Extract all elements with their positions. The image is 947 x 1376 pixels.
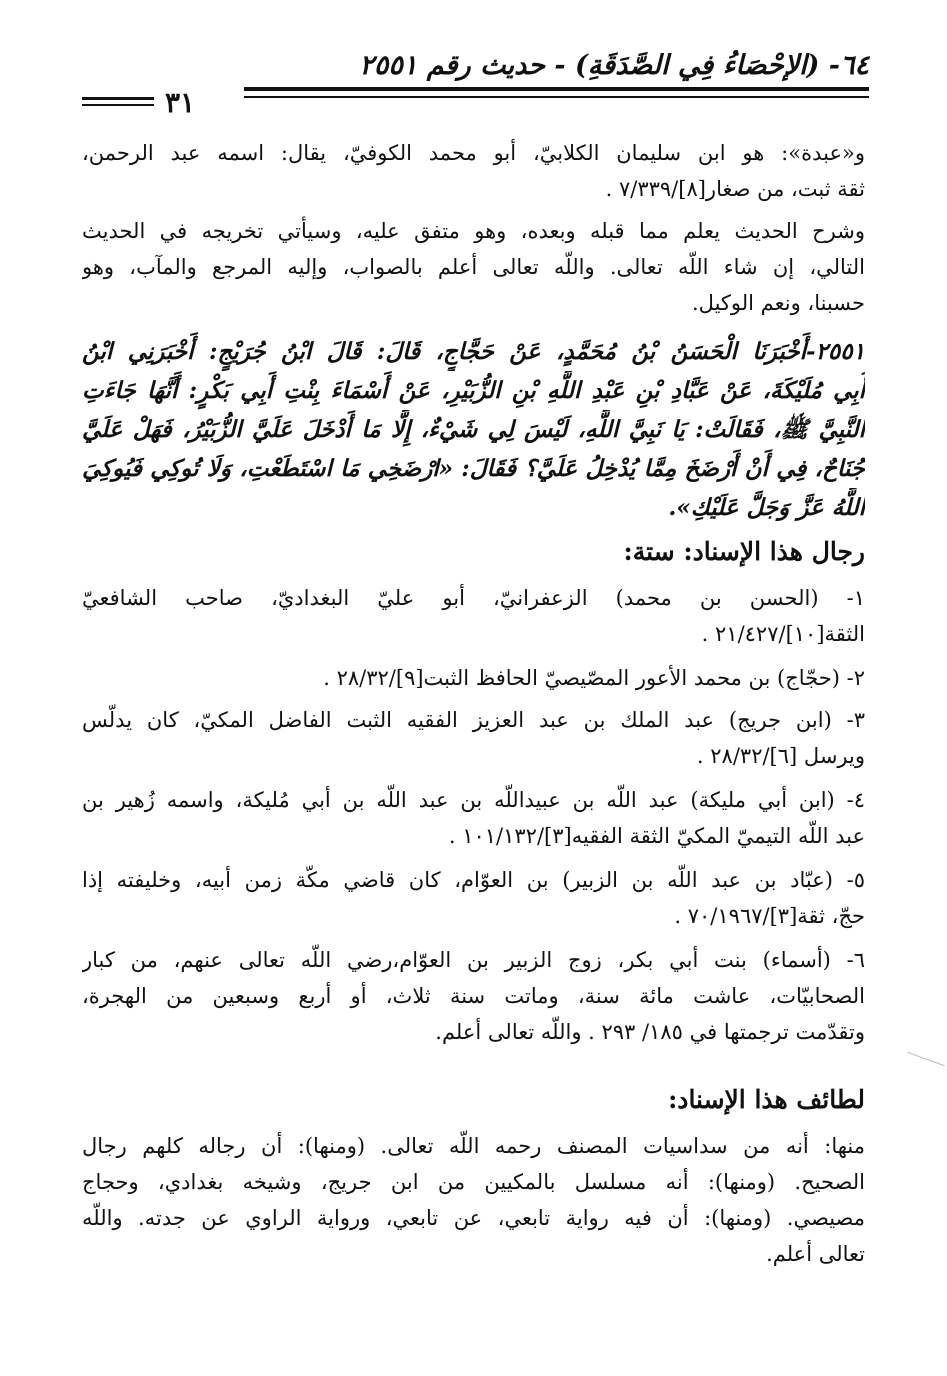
subtleties-section bbox=[82, 1082, 865, 1272]
intro-line: التالي، إن شاء اللّه تعالى. واللّه تعالى أعلم بالصواب، وإليه المرجع والمآب، وهو bbox=[82, 255, 865, 279]
narrator-entry-line: عبد اللّه التيميّ المكيّ الثقة الفقيه[٣]/١٠١/١٣٢ . bbox=[448, 824, 865, 848]
narrator-entry-line: ١- (الحسن بن محمد) الزعفرانيّ، أبو عليّ البغداديّ، صاحب الشافعيّ bbox=[82, 586, 865, 610]
hadith-line: ٢٥٥١-أَخْبَرَنَا الْحَسَنُ بْنُ مُحَمَّدٍ، عَنْ حَجَّاجٍ، قَالَ: قَالَ ابْنُ جُرَيْجٍ: أَخْبَرَنِي ابْنُ bbox=[82, 338, 865, 365]
narrator-entry-line: وتقدّمت ترجمتها في ١٨٥/ ٢٩٣ . واللّه تعالى أعلم. bbox=[435, 1020, 865, 1044]
section-heading: رجال هذا الإسناد: ستة: bbox=[623, 537, 865, 566]
narrator-entry-line: ٢- (حجّاج) بن محمد الأعور المصّيصيّ الحافظ الثبت[٩]/٢٨/٣٢ . bbox=[323, 666, 865, 690]
intro-line: و«عبدة»: هو ابن سليمان الكلابيّ، أبو محمد الكوفيّ، يقال: اسمه عبد الرحمن، bbox=[82, 141, 865, 165]
subtleties-line: مصيصي. (ومنها): أن فيه رواية تابعي، عن تابعي، ورواية الراوي عن جدته. واللّه bbox=[82, 1206, 865, 1230]
narrator-entry-line: ويرسل [٦]/٢٨/٣٢ . bbox=[696, 744, 865, 768]
intro-line: حسبنا، ونعم الوكيل. bbox=[691, 291, 865, 315]
narrators-section bbox=[82, 534, 865, 1050]
hadith-line: أَبِي مُلَيْكَةَ، عَنْ عَبَّادِ بْنِ عَبْدِ اللَّهِ بْنِ الزُّبَيْرِ، عَنْ أَسْمَاءَ بِنْتِ أَبِي بَكْرٍ: أَنَّهَا جَاءَتِ bbox=[82, 377, 865, 404]
header-rule-thick bbox=[244, 87, 869, 91]
narrator-entry-line: حجّ، ثقة[٣]/٧٠/١٩٦٧ . bbox=[674, 904, 865, 928]
header-rule-thin bbox=[244, 96, 869, 98]
narrator-entry-line: ٦- (أسماء) بنت أبي بكر، زوج الزبير بن العوّام،رضي اللّه تعالى عنهم، من كبار bbox=[82, 948, 865, 972]
narrator-entry-line: الصحابيّات، عاشت مائة سنة، وماتت سنة ثلاث، أو أربع وسبعين من الهجرة، bbox=[82, 984, 865, 1008]
narrator-entry-line: ٤- (ابن أبي مليكة) عبد اللّه بن عبيداللّه بن عبد اللّه بن أبي مُليكة، واسمه زُهير بن bbox=[82, 788, 865, 812]
hadith-line: النَّبِيَّ ﷺ، فَقَالَتْ: يَا نَبِيَّ اللَّهِ، لَيْسَ لِي شَيْءٌ، إِلَّا مَا أَدْخَلَ عَلَيَّ الزُّبَيْرُ، فَهَلْ عَلَيَّ bbox=[82, 416, 865, 443]
intro-paragraph bbox=[82, 135, 865, 321]
section-heading: لطائف هذا الإسناد: bbox=[668, 1085, 865, 1114]
page-number-rules bbox=[82, 97, 154, 110]
hadith-line: جُنَاحٌ، فِي أَنْ أَرْضَخَ مِمَّا يُدْخِلُ عَلَيَّ؟ فَقَالَ: «ارْضَخِي مَا اسْتَطَعْتِ، وَلَا تُوكِي فَيُوكِيَ bbox=[82, 455, 865, 482]
hadith-text bbox=[82, 332, 865, 527]
intro-line: وشرح الحديث يعلم مما قبله وبعده، وهو متفق عليه، وسيأتي تخريجه في الحديث bbox=[82, 219, 865, 243]
narrator-entry-line: ٣- (ابن جريج) عبد الملك بن عبد العزيز الفقيه الثبت الفاضل المكيّ، كان يدلّس bbox=[82, 708, 865, 732]
subtleties-line: تعالى أعلم. bbox=[766, 1242, 865, 1266]
intro-line: ثقة ثبت، من صغار[٨]/٧/٣٣٩ . bbox=[605, 177, 865, 201]
page-number: ٣١ bbox=[165, 86, 196, 119]
subtleties-line: الصحيح. (ومنها): أنه مسلسل بالمكيين من ابن جريج، وشيخه بغدادي، وحجاج bbox=[82, 1170, 865, 1194]
hadith-line: اللَّهُ عَزَّ وَجَلَّ عَلَيْكِ». bbox=[668, 494, 865, 521]
narrator-entry-line: ٥- (عبّاد بن عبد اللّه بن الزبير) بن العوّام، كان قاضي مكّة زمن أبيه، وخليفته إذا bbox=[82, 868, 865, 892]
subtleties-line: منها: أنه من سداسيات المصنف رحمه اللّه تعالى. (ومنها): أن رجاله كلهم رجال bbox=[82, 1134, 865, 1158]
running-header-title: ٦٤- (الإحْصَاءُ فِي الصَّدَقَةِ) - حديث رقم ٢٥٥١ bbox=[359, 50, 869, 81]
narrator-entry-line: الثقة[١٠]/٢١/٤٢٧ . bbox=[701, 622, 865, 646]
page-edge-mark bbox=[901, 1052, 945, 1084]
